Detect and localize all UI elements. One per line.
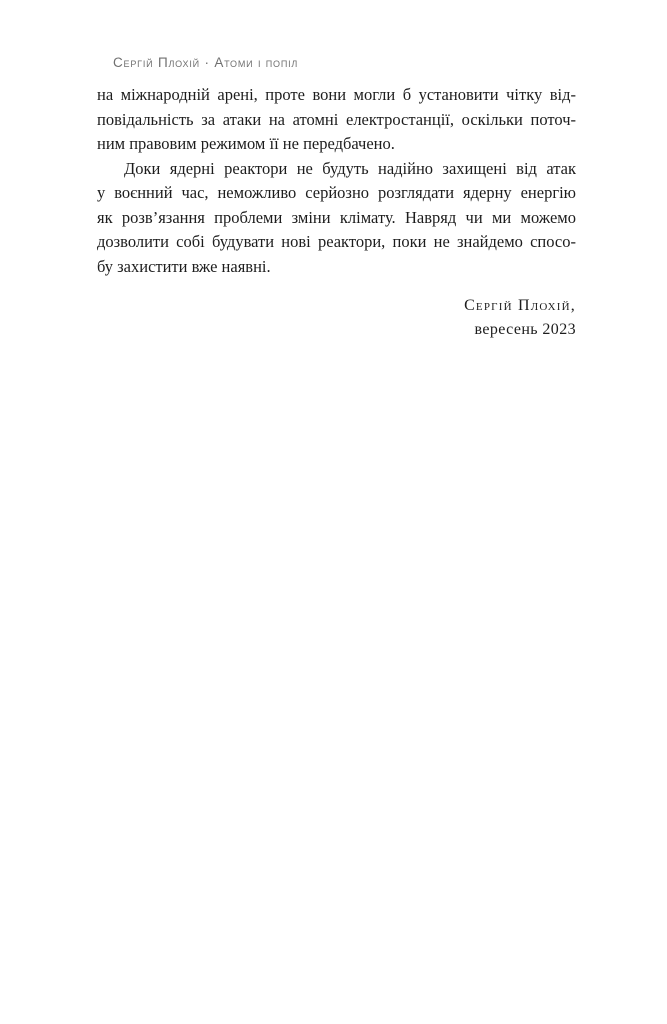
signature-block: [97, 294, 576, 342]
text-line: Доки ядерні реактори не будуть надійно захищені від атак: [124, 158, 576, 178]
signature-author: Сергій Плохій,: [464, 297, 576, 314]
page-text-block: [97, 83, 576, 342]
page-body-text: [97, 83, 576, 279]
signature-date: вересень 2023: [474, 321, 576, 338]
text-line: як розв’язання проблеми зміни клімату. Навряд чи ми можемо: [97, 207, 576, 227]
text-line: дозволити собі будувати нові реактори, поки не знайдемо спосо-: [97, 232, 576, 251]
text-line: бу захистити вже наявні.: [97, 256, 271, 276]
text-line: у воєнний час, неможливо серйозно розглядати ядерну енергію: [97, 183, 576, 202]
text-line: повідальність за атаки на атомні електростанції, оскільки поточ-: [97, 109, 576, 129]
running-header: Сергій Плохій · Атоми і попіл: [113, 55, 299, 70]
text-line: на міжнародній арені, проте вони могли б установити чітку від-: [97, 85, 576, 104]
text-line: ним правовим режимом її не передбачено.: [97, 134, 395, 153]
